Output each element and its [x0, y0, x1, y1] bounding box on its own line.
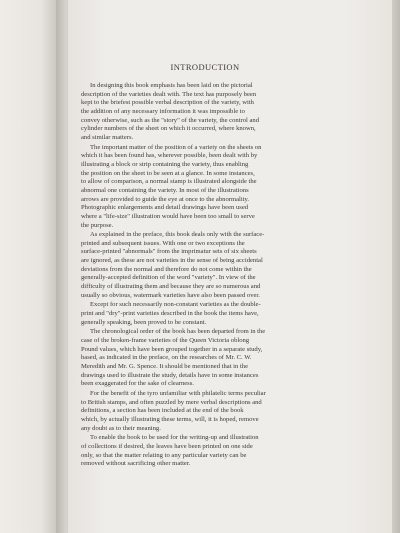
text-line: generally-accepted definition of the word "variety". In view of the — [81, 274, 256, 282]
text-line: Meredith and Mr. G. Spence. It should be mentioned that in the — [81, 363, 249, 370]
text-line: Except for such necessarily non-constant varieties as the double- — [90, 301, 261, 309]
text-line: kept to the briefest possible verbal description of the variety, with — [81, 99, 254, 107]
paragraphs — [81, 82, 329, 469]
text-line: and similar matters. — [81, 133, 134, 141]
text-line: print and "dry"-print varieties described in the book the items have, — [81, 310, 259, 318]
text-line: to British stamps, and often puzzled by mere verbal descriptions and — [81, 398, 262, 406]
text-line: surface-printed "abnormals" from the imprimatur sets of six sheets — [81, 248, 257, 256]
text-line: In designing this book emphasis has been laid on the pictorial — [90, 82, 253, 89]
paragraph — [81, 390, 329, 433]
page-text — [81, 62, 329, 470]
text-line: where a "life-size" illustration would have been too small to serve — [81, 212, 255, 220]
text-line: any doubt as to their meaning. — [81, 424, 161, 432]
text-line: which it has been found has, wherever possible, been dealt with by — [81, 152, 258, 160]
text-line: definitions, a section has been included at the end of the book — [81, 407, 244, 415]
paragraph — [81, 231, 329, 300]
text-line: description of the varieties dealt with. The text has purposely been — [81, 90, 257, 98]
text-line: arrows are provided to guide the eye at once to the abnormality. — [81, 195, 250, 203]
text-line: printed and subsequent issues. With one or two exceptions the — [81, 239, 245, 247]
text-line: convey otherwise, such as the "story" of the variety, the control and — [81, 116, 259, 124]
text-line: abnormal one containing the variety. In most of the illustrations — [81, 186, 249, 194]
text-line: The important matter of the position of a variety on the sheets on — [90, 143, 262, 151]
text-line: To enable the book to be used for the writing-up and illustration — [90, 434, 259, 442]
left-page — [0, 0, 58, 533]
paragraph — [81, 144, 329, 231]
paragraph — [81, 328, 329, 389]
text-line: removed without sacrificing other matter. — [81, 460, 191, 468]
text-line: Photographic enlargements and detail drawings have been used — [81, 204, 249, 212]
text-line: deviations from the normal and therefore do not come within the — [81, 265, 252, 273]
text-line: cylinder numbers of the sheet on which it occurred, where known, — [81, 125, 256, 133]
text-line: of collections if desired, the leaves have been printed on one side — [81, 442, 253, 450]
text-line: the purpose. — [81, 221, 114, 229]
text-line: usually so obvious, watermark varieties have also been passed over. — [81, 291, 260, 299]
text-line: generally speaking, been proved to be constant. — [81, 318, 207, 326]
paragraph — [81, 82, 329, 143]
text-line: drawings used to illustrate the study, details have in some instances — [81, 371, 259, 379]
text-line: For the benefit of the tyro unfamiliar with philatelic terms peculiar — [90, 389, 266, 397]
text-line: which, by actually illustrating these terms, will, it is hoped, remove — [81, 415, 259, 423]
page-edge — [392, 0, 400, 533]
text-line: to allow of comparison, a normal stamp is illustrated alongside the — [81, 178, 257, 186]
text-line: difficulty of illustrating them and because they are so numerous and — [81, 283, 261, 291]
text-line: the addition of any necessary information it was impossible to — [81, 107, 245, 115]
text-line: only, so that the matter relating to any particular variety can be — [81, 451, 247, 459]
text-line: Pound values, which have been grouped together in a separate study, — [81, 345, 263, 353]
paragraph — [81, 301, 329, 327]
text-line: The chronological order of the book has been departed from in the — [90, 328, 266, 336]
text-line: been exaggerated for the sake of clearness. — [81, 380, 194, 388]
text-line: illustrating a block or strip containing the variety, thus enabling — [81, 160, 249, 168]
text-line: case of the broken-frame varieties of the Queen Victoria oblong — [81, 337, 250, 345]
paragraph — [81, 434, 329, 469]
text-line: based, as indicated in the preface, on the researches of Mr. C. W. — [81, 354, 252, 362]
text-line: are ignored, as these are not varieties in the sense of being accidental — [81, 257, 263, 265]
text-line: the position on the sheet to be seen at a glance. In some instances, — [81, 169, 255, 177]
text-line: As explained in the preface, this book deals only with the surface- — [90, 231, 265, 239]
page-heading: INTRODUCTION — [170, 62, 240, 72]
